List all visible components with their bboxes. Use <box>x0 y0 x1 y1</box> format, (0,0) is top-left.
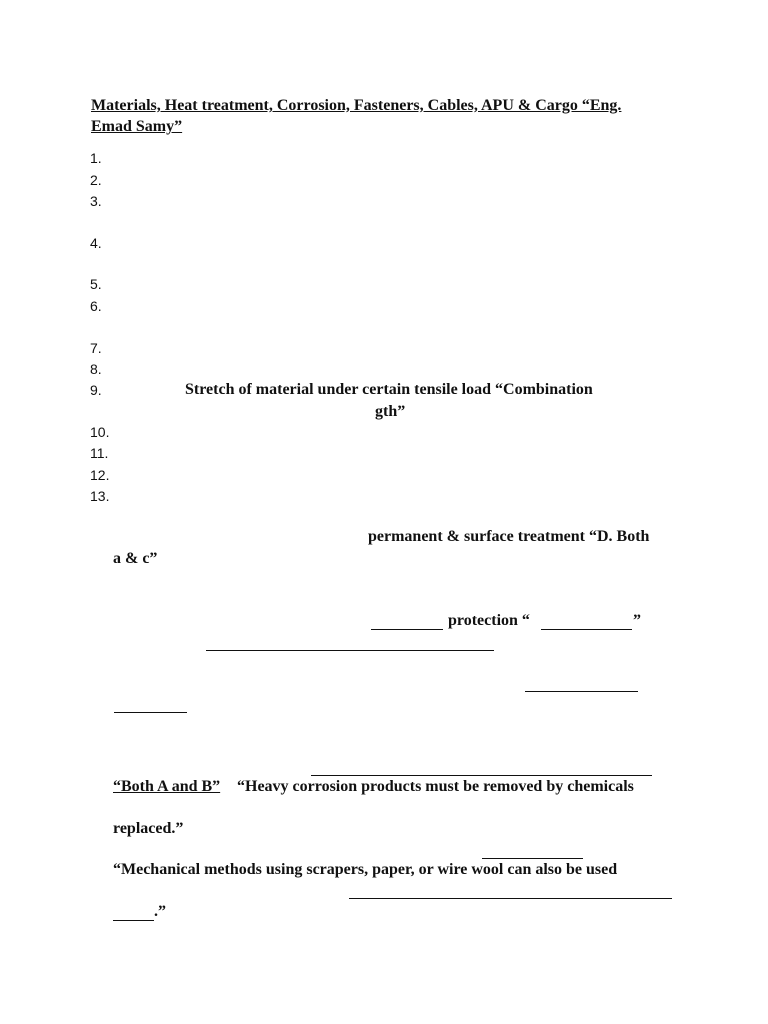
list-number-5: 5. <box>90 276 102 292</box>
question-9-text-continued: gth” <box>375 403 406 420</box>
list-number-2: 2. <box>90 172 102 188</box>
blank-line <box>349 898 672 899</box>
blank-line <box>206 650 494 651</box>
list-number-1: 1. <box>90 150 102 166</box>
treatment-answer-text: permanent & surface treatment “D. Both <box>368 528 650 545</box>
replaced-text: replaced.” <box>113 820 184 837</box>
list-number-11: 11. <box>90 445 109 461</box>
blank-line <box>482 858 583 859</box>
list-number-9: 9. <box>90 382 102 398</box>
list-number-4: 4. <box>90 235 102 251</box>
closing-quote-text: .” <box>154 903 166 920</box>
document-title-line-1: Materials, Heat treatment, Corrosion, Fasteners, Cables, APU & Cargo “Eng. <box>91 97 622 114</box>
blank-line <box>541 629 632 630</box>
blank-line <box>311 775 652 776</box>
list-number-3: 3. <box>90 193 102 209</box>
question-9-text: Stretch of material under certain tensile load “Combination <box>185 381 593 398</box>
treatment-answer-continued: a & c” <box>113 550 158 567</box>
blank-line <box>371 629 443 630</box>
list-number-8: 8. <box>90 361 102 377</box>
both-a-and-b-answer: “Both A and B” <box>113 778 221 795</box>
blank-line <box>525 691 638 692</box>
protection-close-quote: ” <box>633 612 641 629</box>
list-number-7: 7. <box>90 340 102 356</box>
protection-text: protection “ <box>448 612 530 629</box>
blank-line <box>113 920 154 921</box>
list-number-12: 12. <box>90 467 110 483</box>
blank-line <box>114 712 187 713</box>
list-number-6: 6. <box>90 298 102 314</box>
list-number-13: 13. <box>90 488 110 504</box>
list-number-10: 10. <box>90 424 110 440</box>
document-title-line-2: Emad Samy” <box>91 118 183 135</box>
heavy-corrosion-text: “Heavy corrosion products must be removed by chemicals <box>237 778 634 795</box>
mechanical-methods-text: “Mechanical methods using scrapers, paper, or wire wool can also be used <box>113 861 618 878</box>
